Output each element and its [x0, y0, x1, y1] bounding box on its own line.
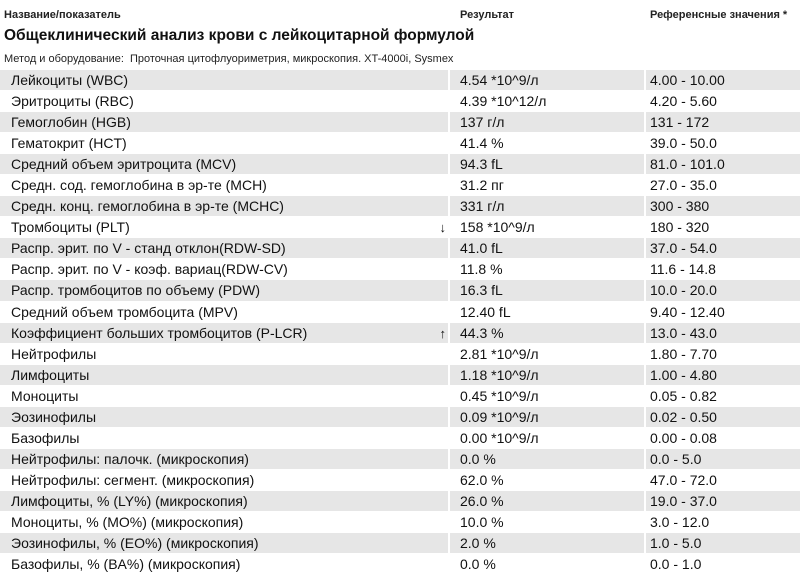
test-name: [0, 491, 448, 511]
table-row: [0, 533, 800, 554]
test-name: [0, 154, 448, 174]
table-row: [0, 491, 800, 512]
arrow-up-icon: ↑: [439, 325, 446, 341]
test-name-text: Нейтрофилы: палочк. (микроскопия): [11, 450, 249, 467]
table-row: [0, 512, 800, 533]
table-row: [0, 470, 800, 491]
test-name-text: Эозинофилы, % (EO%) (микроскопия): [11, 535, 259, 552]
test-result: 0.45 *10^9/л: [450, 386, 644, 406]
test-result: 10.0 %: [450, 512, 644, 532]
test-reference: 0.02 - 0.50: [646, 407, 800, 427]
test-name: [0, 70, 448, 90]
test-name: [0, 407, 448, 427]
test-result: 44.3 %: [450, 323, 644, 343]
test-reference: 180 - 320: [646, 217, 800, 237]
test-result: 4.39 *10^12/л: [450, 91, 644, 111]
test-result: 94.3 fL: [450, 154, 644, 174]
test-reference: 1.0 - 5.0: [646, 533, 800, 553]
test-name-text: Нейтрофилы: [11, 345, 97, 362]
test-name-text: Базофилы: [11, 429, 80, 446]
test-name: [0, 344, 448, 364]
test-result: 1.18 *10^9/л: [450, 365, 644, 385]
results-table: [0, 70, 800, 575]
test-name: [0, 217, 448, 237]
test-name: [0, 533, 448, 553]
test-name-text: Лимфоциты: [11, 366, 90, 383]
test-name-text: Средний объем эритроцита (MCV): [11, 156, 237, 173]
test-result: 41.4 %: [450, 133, 644, 153]
table-row: [0, 449, 800, 470]
table-row: [0, 344, 800, 365]
test-name: [0, 512, 448, 532]
table-row: [0, 175, 800, 196]
test-reference: 27.0 - 35.0: [646, 175, 800, 195]
test-name: [0, 302, 448, 322]
test-result: 137 г/л: [450, 112, 644, 132]
test-result: 0.00 *10^9/л: [450, 428, 644, 448]
table-row: [0, 217, 800, 238]
table-row: [0, 323, 800, 344]
test-result: 0.0 %: [450, 554, 644, 574]
test-name-text: Лимфоциты, % (LY%) (микроскопия): [11, 492, 248, 509]
table-row: [0, 70, 800, 91]
test-reference: 13.0 - 43.0: [646, 323, 800, 343]
test-name: [0, 386, 448, 406]
table-row: [0, 196, 800, 217]
table-row: [0, 154, 800, 175]
table-row: [0, 428, 800, 449]
test-name-text: Гемоглобин (HGB): [11, 114, 131, 131]
test-name: [0, 196, 448, 216]
table-row: [0, 112, 800, 133]
table-row: [0, 280, 800, 301]
test-result: 26.0 %: [450, 491, 644, 511]
test-name-text: Коэффициент больших тромбоцитов (P-LCR): [11, 324, 308, 341]
method-value: Проточная цитофлуориметрия, микроскопия. XT-4000i, Sysmex: [129, 53, 454, 65]
test-result: 4.54 *10^9/л: [450, 70, 644, 90]
test-name-text: Эритроциты (RBC): [11, 93, 134, 110]
test-name: [0, 175, 448, 195]
test-result: 158 *10^9/л: [450, 217, 644, 237]
method-line: [4, 53, 453, 65]
test-result: 31.2 пг: [450, 175, 644, 195]
test-name: [0, 554, 448, 574]
test-name: [0, 91, 448, 111]
table-row: [0, 91, 800, 112]
test-name-text: Эозинофилы: [11, 408, 97, 425]
test-result: 0.0 %: [450, 449, 644, 469]
test-name-text: Распр. эрит. по V - станд отклон(RDW-SD): [11, 240, 286, 257]
column-header-reference: Референсные значения *: [650, 9, 788, 21]
test-reference: 4.00 - 10.00: [646, 70, 800, 90]
test-reference: 10.0 - 20.0: [646, 280, 800, 300]
column-header-name: Название/показатель: [4, 9, 121, 21]
table-row: [0, 386, 800, 407]
test-reference: 300 - 380: [646, 196, 800, 216]
test-reference: 131 - 172: [646, 112, 800, 132]
test-name-text: Распр. тромбоцитов по объему (PDW): [11, 282, 261, 299]
test-result: 331 г/л: [450, 196, 644, 216]
test-reference: 37.0 - 54.0: [646, 238, 800, 258]
test-reference: 19.0 - 37.0: [646, 491, 800, 511]
test-result: 41.0 fL: [450, 238, 644, 258]
test-reference: 39.0 - 50.0: [646, 133, 800, 153]
table-row: [0, 407, 800, 428]
test-name-text: Средний объем тромбоцита (MPV): [11, 303, 238, 320]
test-reference: 0.05 - 0.82: [646, 386, 800, 406]
test-name-text: Базофилы, % (BA%) (микроскопия): [11, 556, 241, 573]
test-result: 0.09 *10^9/л: [450, 407, 644, 427]
test-name-text: Лейкоциты (WBC): [11, 72, 129, 88]
test-reference: 81.0 - 101.0: [646, 154, 800, 174]
test-result: 11.8 %: [450, 259, 644, 279]
test-reference: 11.6 - 14.8: [646, 259, 800, 279]
column-header-result: Результат: [460, 9, 515, 21]
table-row: [0, 365, 800, 386]
test-name: [0, 133, 448, 153]
test-reference: 0.00 - 0.08: [646, 428, 800, 448]
table-row: [0, 238, 800, 259]
test-name: [0, 470, 448, 490]
test-result: 12.40 fL: [450, 302, 644, 322]
test-name: [0, 365, 448, 385]
test-name: [0, 449, 448, 469]
test-name: [0, 428, 448, 448]
test-reference: 4.20 - 5.60: [646, 91, 800, 111]
test-name-text: Средн. конц. гемоглобина в эр-те (MCHC): [11, 198, 284, 215]
test-result: 2.81 *10^9/л: [450, 344, 644, 364]
test-reference: 1.80 - 7.70: [646, 344, 800, 364]
test-name-text: Гематокрит (HCT): [11, 135, 127, 152]
arrow-down-icon: ↓: [439, 220, 446, 236]
test-reference: 3.0 - 12.0: [646, 512, 800, 532]
test-name: [0, 112, 448, 132]
test-result: 62.0 %: [450, 470, 644, 490]
table-row: [0, 133, 800, 154]
test-name-text: Тромбоциты (PLT): [11, 219, 130, 236]
test-name-text: Моноциты: [11, 387, 79, 404]
test-reference: 47.0 - 72.0: [646, 470, 800, 490]
test-result: 16.3 fL: [450, 280, 644, 300]
test-reference: 0.0 - 5.0: [646, 449, 800, 469]
test-reference: 0.0 - 1.0: [646, 554, 800, 574]
table-row: [0, 302, 800, 323]
test-name-text: Нейтрофилы: сегмент. (микроскопия): [11, 471, 255, 488]
test-name-text: Средн. сод. гемоглобина в эр-те (MCH): [11, 177, 267, 194]
test-name: [0, 259, 448, 279]
test-name-text: Распр. эрит. по V - коэф. вариац(RDW-CV): [11, 261, 288, 278]
table-row: [0, 554, 800, 575]
test-name: [0, 280, 448, 300]
test-reference: 1.00 - 4.80: [646, 365, 800, 385]
page-title: Общеклинический анализ крови с лейкоцитарной формулой: [4, 27, 475, 44]
test-name: [0, 238, 448, 258]
table-row: [0, 259, 800, 280]
test-result: 2.0 %: [450, 533, 644, 553]
test-name: [0, 323, 448, 343]
method-label: Метод и оборудование:: [4, 53, 124, 65]
test-name-text: Моноциты, % (MO%) (микроскопия): [11, 513, 244, 530]
test-reference: 9.40 - 12.40: [646, 302, 800, 322]
